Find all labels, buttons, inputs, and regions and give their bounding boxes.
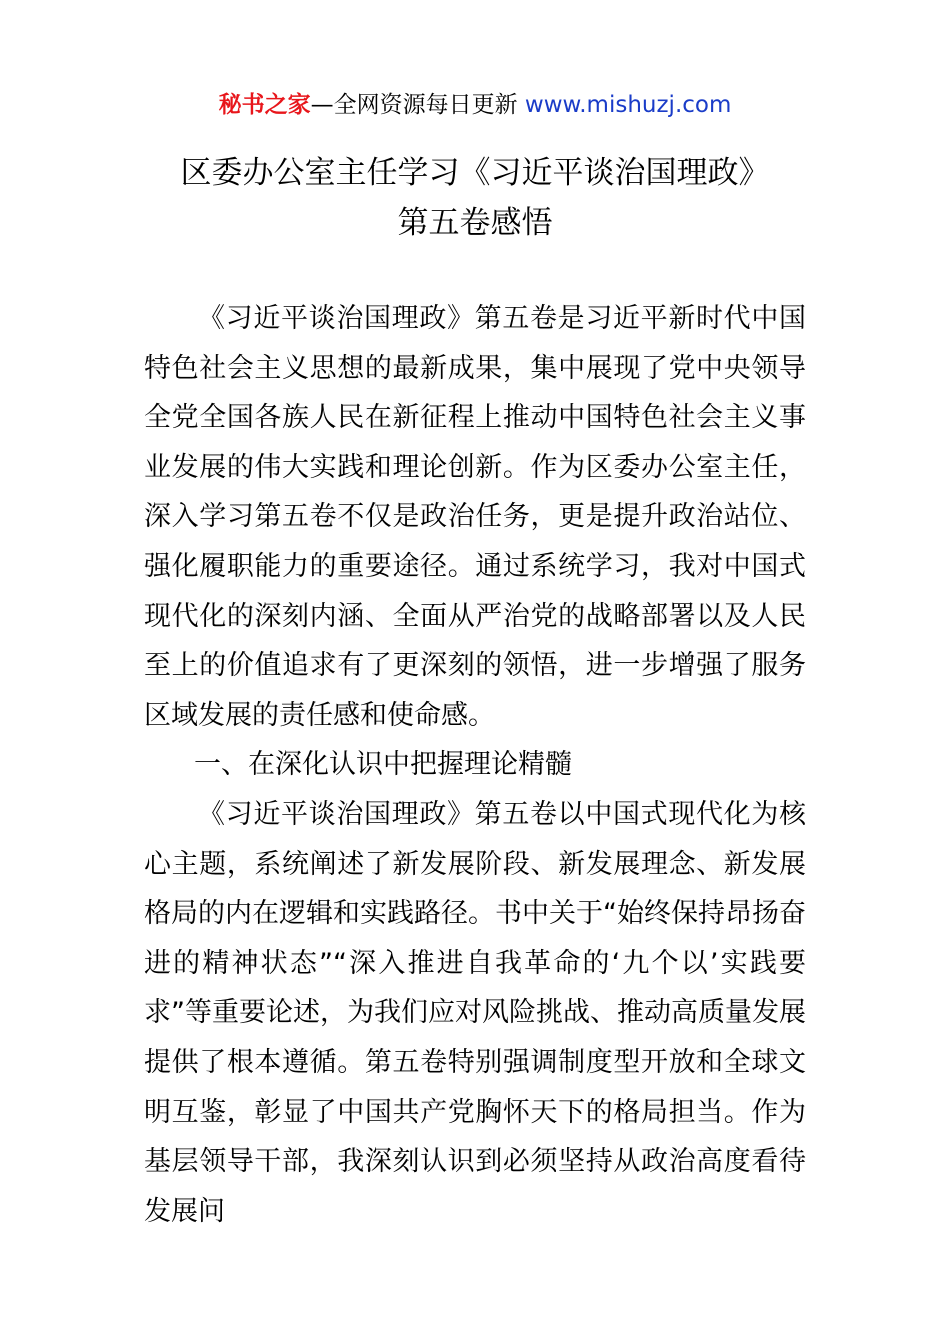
site-url-link[interactable]: www.mishuzj.com <box>524 92 732 118</box>
document-title <box>0 148 950 248</box>
section-heading-1: 一、在深化认识中把握理论精髓 <box>194 749 572 781</box>
intro-paragraph: 《习近平谈治国理政》第五卷是习近平新时代中国特色社会主义思想的最新成果，集中展现了党中央领导全党全国各族人民在新征程上推动中国特色社会主义事业发展的伟大实践和理论创新。作为区委办公室主任，深入学习第五卷不仅是政治任务，更是提升政治站位、强化履职能力的重要途径。通过系统学习，我对中国式现代化的深刻内涵、全面从严治党的战略部署以及人民至上的价值追求有了更深刻的领悟，进一步增强了服务区域发展的责任感和使命感。 <box>144 303 806 731</box>
site-banner <box>0 88 950 122</box>
title-line-2: 第五卷感悟 <box>397 205 553 241</box>
title-line-1: 区委办公室主任学习《习近平谈治国理政》 <box>180 155 770 191</box>
site-brand: 秘书之家 <box>218 92 311 118</box>
site-tagline: —全网资源每日更新 <box>310 92 525 118</box>
document-body <box>144 294 806 1236</box>
section-1-paragraph: 《习近平谈治国理政》第五卷以中国式现代化为核心主题，系统阐述了新发展阶段、新发展理念、新发展格局的内在逻辑和实践路径。书中关于“始终保持昂扬奋进的精神状态”“深入推进自我革命的‘九个以’实践要求”等重要论述，为我们应对风险挑战、推动高质量发展提供了根本遵循。第五卷特别强调制度型开放和全球文明互鉴，彰显了中国共产党胸怀天下的格局担当。作为基层领导干部，我深刻认识到必须坚持从政治高度看待发展问 <box>144 798 806 1227</box>
